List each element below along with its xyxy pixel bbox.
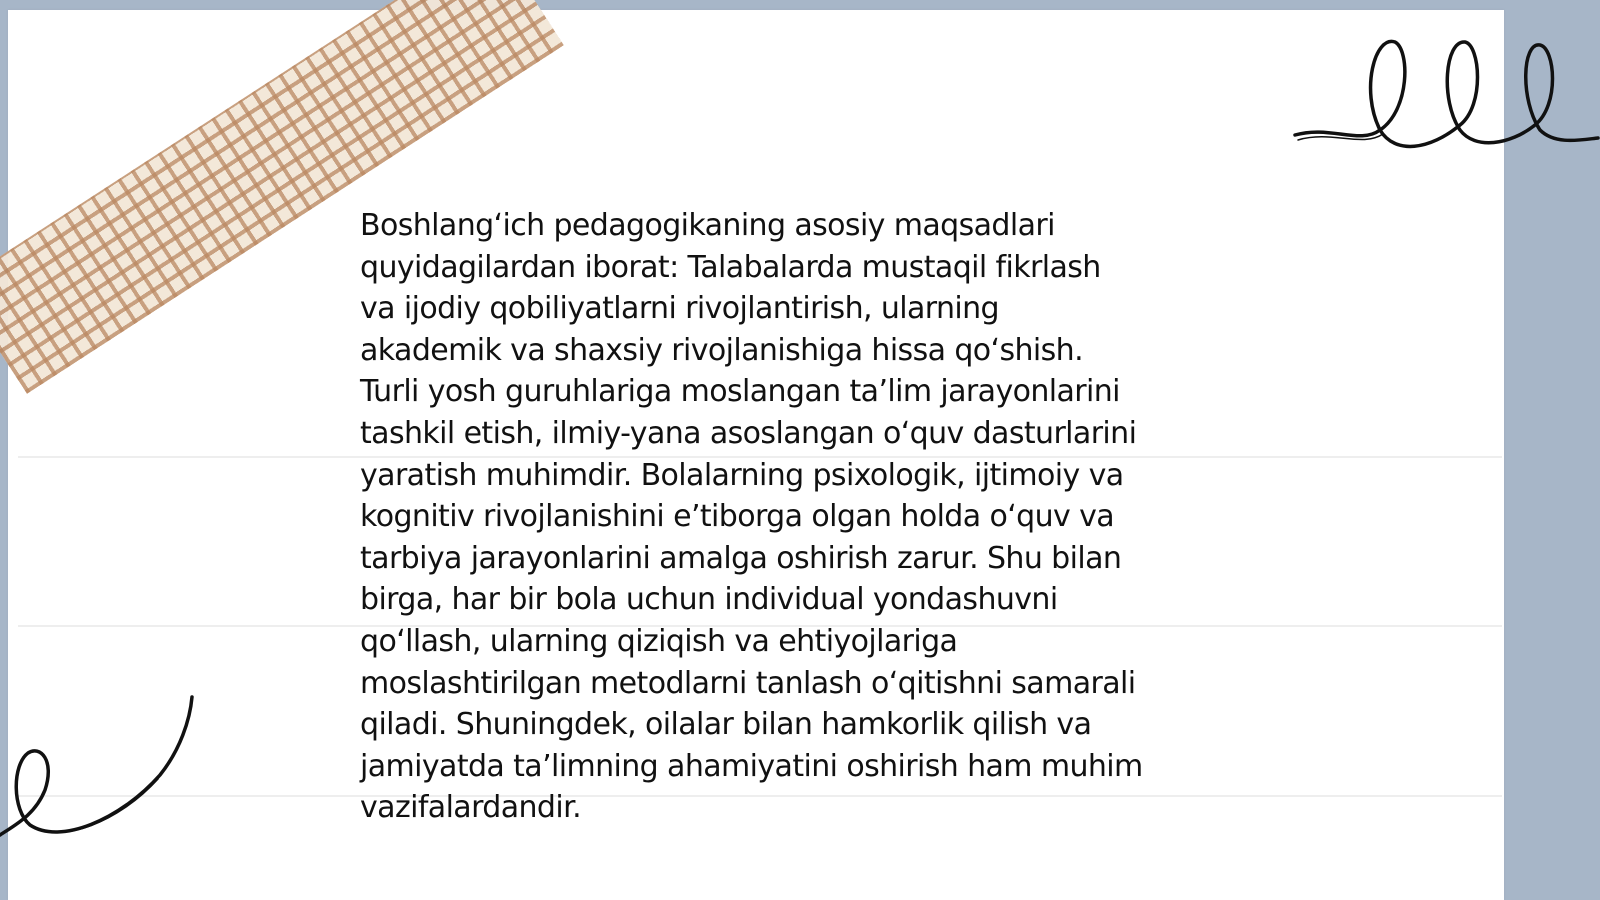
body-paragraph: Boshlang‘ich pedagogikaning asosiy maqsadlari quyidagilardan iborat: Talabalarda mustaqil fikrlash va ijodiy qobiliyatlarni rivojlantirish, ularning akademik va shaxsiy rivojlanishiga hissa qo‘shish. Turli yosh guruhlariga moslangan ta’lim jarayonlarini tashkil etish, ilmiy-yana asoslangan o‘quv dasturlarini yaratish muhimdir. Bolalarning psixologik, ijtimoiy va kognitiv rivojlanishini e’tiborga olgan holda o‘quv va tarbiya jarayonlarini amalga oshirish zarur. Shu bilan birga, har bir bola uchun individual yondashuvni qo‘llash, ularning qiziqish va ehtiyojlariga moslashtirilgan metodlarni tanlash o‘qitishni samarali qiladi. Shuningdek, oilalar bilan hamkorlik qilish va jamiyatda ta’limning ahamiyatini oshirish ham muhim vazifalardandir. [360,208,1143,826]
loop-squiggle-bottom-left-icon [0,695,200,850]
loop-squiggle-top-right-icon [1290,30,1600,160]
